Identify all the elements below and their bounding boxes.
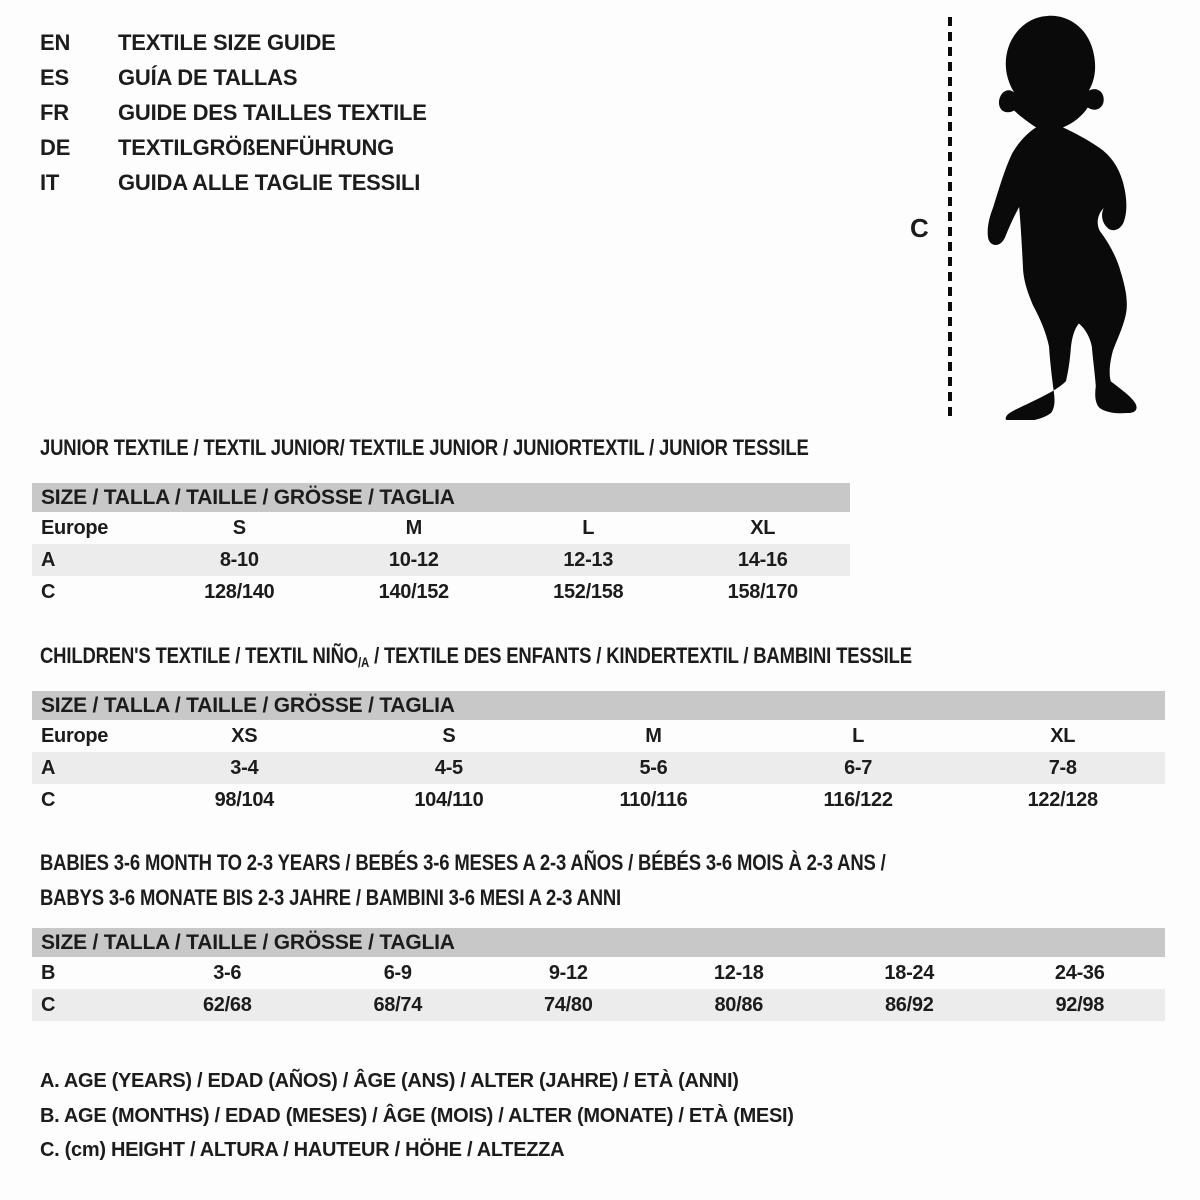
value-cell: 122/128 — [1027, 788, 1098, 811]
lang-code-fr: FR — [40, 100, 69, 125]
children-size-header-bar: SIZE / TALLA / TAILLE / GRÖSSE / TAGLIA — [32, 691, 1165, 720]
row-label-cell: A — [41, 756, 56, 779]
value-cell: 3-4 — [230, 756, 259, 779]
lang-code-en: EN — [40, 30, 71, 55]
value-cell: S — [232, 516, 246, 539]
legend-line-a: A. AGE (YEARS) / EDAD (AÑOS) / ÂGE (ANS) / ALTER (JAHRE) / ETÀ (ANNI) — [40, 1070, 739, 1092]
value-cell: 12-13 — [563, 548, 614, 571]
measurement-legend — [40, 1064, 794, 1168]
value-cell: XS — [231, 724, 258, 747]
babies-section-title-line2: BABYS 3-6 MONATE BIS 2-3 JAHRE / BAMBINI 3-6 MESI A 2-3 ANNI — [40, 885, 622, 910]
junior-size-table — [32, 483, 850, 608]
value-cell: 12-18 — [713, 961, 764, 984]
row-label-cell: C — [41, 788, 56, 811]
toddler-silhouette-icon — [960, 12, 1142, 420]
value-cell: XL — [1050, 724, 1076, 747]
row-label-cell: B — [41, 961, 56, 984]
value-cell: M — [405, 516, 422, 539]
value-cell: 5-6 — [639, 756, 668, 779]
value-cell: 80/86 — [714, 993, 764, 1016]
table-row — [32, 989, 1165, 1021]
value-cell: 24-36 — [1054, 961, 1105, 984]
table-row — [32, 576, 850, 608]
value-cell: 152/158 — [553, 580, 624, 603]
value-cell: 9-12 — [548, 961, 588, 984]
value-cell: 3-6 — [213, 961, 242, 984]
children-section-title — [40, 643, 912, 669]
table-row — [32, 544, 850, 576]
value-cell: S — [442, 724, 456, 747]
value-cell: 92/98 — [1055, 993, 1105, 1016]
value-cell: 116/122 — [823, 788, 893, 811]
value-cell: M — [645, 724, 662, 747]
lang-title-es: GUÍA DE TALLAS — [118, 65, 298, 90]
babies-section-title-line1: BABIES 3-6 MONTH TO 2-3 YEARS / BEBÉS 3-6 MESES A 2-3 AÑOS / BÉBÉS 3-6 MOIS À 2-3 ANS / — [40, 850, 886, 875]
value-cell: 10-12 — [388, 548, 439, 571]
table-row — [32, 752, 1165, 784]
junior-size-header-bar: SIZE / TALLA / TAILLE / GRÖSSE / TAGLIA — [32, 483, 850, 512]
lang-code-de: DE — [40, 135, 71, 160]
row-label-cell: C — [41, 580, 56, 603]
value-cell: 6-7 — [844, 756, 873, 779]
height-measure-dashed-line — [948, 17, 952, 418]
value-cell: 7-8 — [1048, 756, 1077, 779]
lang-title-it: GUIDA ALLE TAGLIE TESSILI — [118, 170, 421, 195]
value-cell: 110/116 — [619, 788, 688, 811]
value-cell: 14-16 — [737, 548, 788, 571]
children-title-subscript: /A — [357, 655, 370, 670]
table-row — [32, 512, 850, 544]
value-cell: 158/170 — [727, 580, 798, 603]
value-cell: L — [852, 724, 865, 747]
children-title-text: CHILDREN'S TEXTILE / TEXTIL NIÑO — [40, 643, 358, 668]
table-row — [32, 784, 1165, 816]
value-cell: 86/92 — [884, 993, 934, 1016]
children-size-table — [32, 691, 1165, 816]
lang-title-fr: GUIDE DES TAILLES TEXTILE — [118, 100, 427, 125]
value-cell: 8-10 — [219, 548, 259, 571]
value-cell: 6-9 — [383, 961, 412, 984]
value-cell: 68/74 — [373, 993, 423, 1016]
legend-line-c: C. (cm) HEIGHT / ALTURA / HAUTEUR / HÖHE / ALTEZZA — [40, 1139, 565, 1161]
row-label-cell: Europe — [41, 724, 109, 747]
row-label-cell: Europe — [41, 516, 109, 539]
value-cell: 74/80 — [543, 993, 593, 1016]
value-cell: 98/104 — [214, 788, 274, 811]
table-row — [32, 957, 1165, 989]
lang-title-en: TEXTILE SIZE GUIDE — [118, 30, 336, 55]
lang-code-es: ES — [40, 65, 69, 90]
legend-line-b: B. AGE (MONTHS) / EDAD (MESES) / ÂGE (MOIS) / ALTER (MONATE) / ETÀ (MESI) — [40, 1104, 794, 1127]
value-cell: 62/68 — [202, 993, 252, 1016]
value-cell: L — [582, 516, 595, 539]
value-cell: 128/140 — [204, 580, 275, 603]
value-cell: 104/110 — [414, 788, 484, 811]
row-label-cell: C — [41, 993, 56, 1016]
language-title-block — [40, 30, 427, 205]
children-title-text: / TEXTILE DES ENFANTS / KINDERTEXTIL / BAMBINI TESSILE — [369, 643, 912, 668]
babies-size-table — [32, 928, 1165, 1021]
value-cell: XL — [750, 516, 776, 539]
lang-title-de: TEXTILGRÖßENFÜHRUNG — [118, 135, 395, 160]
table-row — [32, 720, 1165, 752]
value-cell: 140/152 — [378, 580, 449, 603]
babies-size-header-bar: SIZE / TALLA / TAILLE / GRÖSSE / TAGLIA — [32, 928, 1165, 957]
measure-label-c: C — [910, 213, 929, 243]
junior-section-title: JUNIOR TEXTILE / TEXTIL JUNIOR/ TEXTILE JUNIOR / JUNIORTEXTIL / JUNIOR TESSILE — [40, 435, 809, 460]
lang-code-it: IT — [40, 170, 60, 195]
row-label-cell: A — [41, 548, 56, 571]
value-cell: 4-5 — [434, 756, 463, 779]
value-cell: 18-24 — [884, 961, 935, 984]
